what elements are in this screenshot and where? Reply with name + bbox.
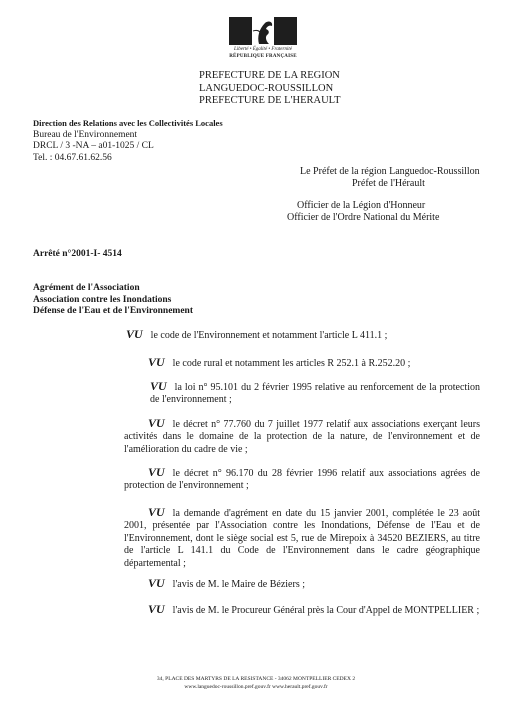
consideration-text: le code rural et notamment les articles R 252.1 à R.252.20 ; <box>172 358 411 369</box>
consideration-item <box>126 328 387 342</box>
vu-label: VU <box>148 416 165 430</box>
arrete-number: Arrêté n°2001-I- 4514 <box>33 249 122 259</box>
logo-motto: Liberté • Égalité • Fraternité <box>234 47 292 52</box>
signatory-title <box>300 166 480 190</box>
consideration-text: l'avis de M. le Maire de Béziers ; <box>172 579 305 590</box>
honor-line: Officier de l'Ordre National du Mérite <box>287 212 440 223</box>
consideration-text: le décret n° 96.170 du 28 février 1996 relatif aux associations agrées de protection de l'environnement ; <box>124 468 480 492</box>
subject-line: Défense de l'Eau et de l'Environnement <box>33 306 194 316</box>
prefecture-line: PREFECTURE DE L'HERAULT <box>199 95 341 106</box>
vu-label: VU <box>126 327 143 341</box>
consideration-text: la loi n° 95.101 du 2 février 1995 relative au renforcement de la protection de l'environnement ; <box>150 382 480 406</box>
vu-label: VU <box>148 505 165 519</box>
footer-address: 34, PLACE DES MARTYRS DE LA RESISTANCE - 34062 MONTPELLIER CEDEX 2 <box>156 676 356 682</box>
telephone: Tel. : 04.67.61.62.56 <box>33 152 112 163</box>
republique-francaise-logo <box>226 17 300 72</box>
consideration-text: l'avis de M. le Procureur Général près la Cour d'Appel de MONTPELLIER ; <box>172 605 480 616</box>
reference-number: DRCL / 3 -NA – a01-1025 / CL <box>33 141 154 151</box>
signatory-honors <box>287 200 439 224</box>
prefecture-line: LANGUEDOC-ROUSSILLON <box>199 82 334 94</box>
consideration-text: le code de l'Environnement et notamment l'article L 411.1 ; <box>150 330 388 341</box>
department-block <box>33 118 223 164</box>
consideration-item <box>124 417 480 456</box>
marianne-emblem-icon <box>229 17 297 45</box>
signatory-line: Le Préfet de la région Languedoc-Roussillon <box>300 166 480 177</box>
honor-line: Officier de la Légion d'Honneur <box>297 200 426 211</box>
vu-label: VU <box>148 465 165 479</box>
consideration-item <box>148 577 305 591</box>
logo-country: RÉPUBLIQUE FRANÇAISE <box>229 54 297 59</box>
subject-line: Agrément de l'Association <box>33 283 140 293</box>
footer-websites: www.languedoc-roussillon.pref.gouv.fr www.herault.pref.gouv.fr <box>184 684 328 690</box>
consideration-text: la demande d'agrément en date du 15 janvier 2001, complétée le 23 août 2001, présentée par l'Association contre les Inondations, Défense de l'Eau et de l'Environnement, dont le siège social est 5, rue de Mirepoix à 34520 BEZIERS, au titre de l'article L 141.1 du Code de l'Environnement dans le cadre géographique départemental ; <box>124 508 480 569</box>
consideration-text: le décret n° 77.760 du 7 juillet 1977 relatif aux associations exerçant leurs activités dans le domaine de la protection de la nature, de l'environnement et de l'amélioration du cadre de vie ; <box>124 419 480 455</box>
subject-block <box>33 283 193 318</box>
vu-label: VU <box>150 379 167 393</box>
bureau-name: Bureau de l'Environnement <box>33 129 138 140</box>
vu-label: VU <box>148 602 165 616</box>
direction-name: Direction des Relations avec les Collectivités Locales <box>33 118 223 128</box>
signatory-line: Préfet de l'Hérault <box>352 178 425 189</box>
consideration-item <box>150 380 480 407</box>
prefecture-line: PREFECTURE DE LA REGION <box>199 70 340 81</box>
vu-label: VU <box>148 355 165 369</box>
page-footer <box>0 675 512 691</box>
consideration-item <box>124 506 480 570</box>
prefecture-heading <box>199 70 341 108</box>
consideration-item <box>148 356 410 370</box>
subject-line: Association contre les Inondations <box>33 294 172 305</box>
consideration-item <box>124 466 480 493</box>
consideration-item <box>124 603 480 617</box>
vu-label: VU <box>148 576 165 590</box>
